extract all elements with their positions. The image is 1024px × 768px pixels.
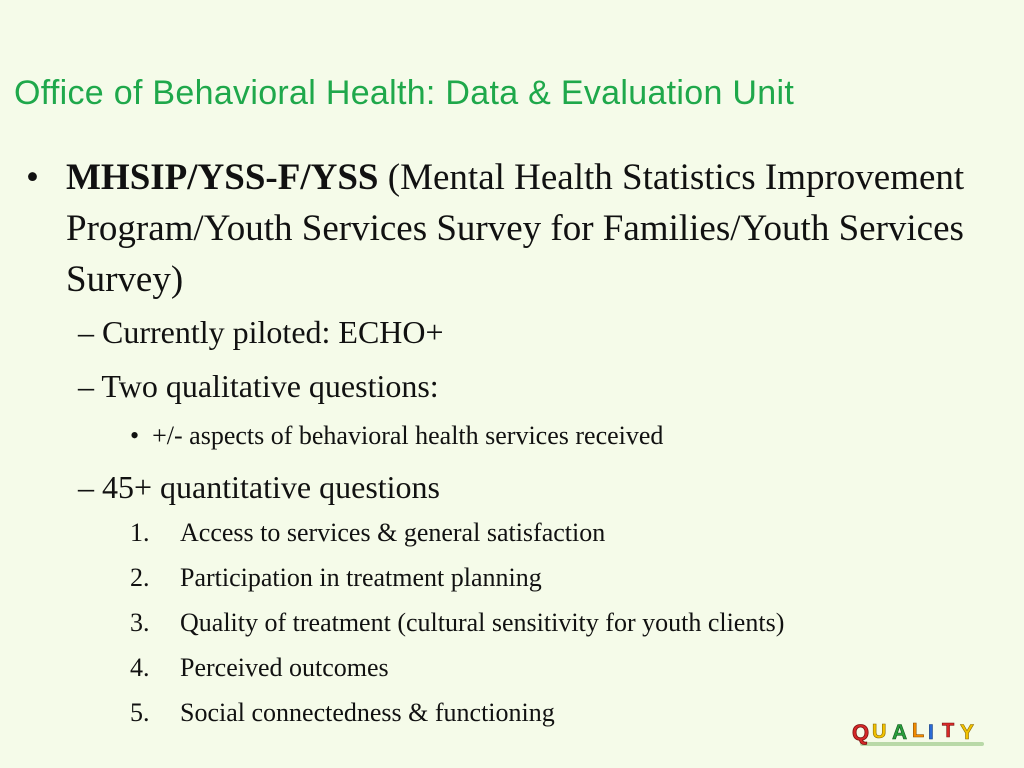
sub-item-piloted: – Currently piloted: ECHO+ bbox=[78, 314, 444, 350]
sub-item-qualitative: – Two qualitative questions: bbox=[78, 368, 439, 404]
quality-logo-graphic bbox=[852, 716, 992, 750]
numbered-item: 3. Quality of treatment (cultural sensitivity for youth clients) bbox=[130, 608, 785, 637]
main-bullet bbox=[26, 152, 986, 305]
bullet-dot: • bbox=[26, 157, 39, 198]
svg-text:U: U bbox=[872, 721, 887, 743]
svg-text:I: I bbox=[928, 721, 934, 744]
svg-text:Y: Y bbox=[960, 721, 975, 744]
survey-full-name: (Mental Health Statistics Improvement Program/Youth Services Survey for Families/Youth Services Survey) bbox=[66, 157, 965, 300]
svg-text:Q: Q bbox=[852, 720, 870, 745]
svg-text:T: T bbox=[942, 720, 955, 742]
sub-item-quantitative-text: 45+ quantitative questions bbox=[102, 469, 440, 505]
sub-item-qualitative-text: Two qualitative questions: bbox=[101, 368, 439, 404]
qualitative-detail: • +/- aspects of behavioral health services received bbox=[130, 421, 664, 450]
sub-item-piloted-text: Currently piloted: ECHO+ bbox=[102, 314, 444, 350]
qualitative-detail-text: +/- aspects of behavioral health services received bbox=[152, 421, 664, 450]
survey-acronym: MHSIP/YSS-F/YSS bbox=[66, 157, 379, 198]
slide-title: Office of Behavioral Health: Data & Evaluation Unit bbox=[14, 74, 795, 112]
numbered-item: 4. Perceived outcomes bbox=[130, 653, 389, 682]
sub-item-quantitative: – 45+ quantitative questions bbox=[78, 469, 440, 505]
main-bullet-text bbox=[66, 152, 986, 305]
svg-text:A: A bbox=[892, 721, 908, 744]
numbered-item: 2. Participation in treatment planning bbox=[130, 563, 542, 592]
svg-text:L: L bbox=[912, 720, 925, 742]
numbered-item: 1. Access to services & general satisfaction bbox=[130, 518, 606, 547]
quality-logo bbox=[852, 716, 992, 755]
numbered-item: 5. Social connectedness & functioning bbox=[130, 698, 555, 727]
